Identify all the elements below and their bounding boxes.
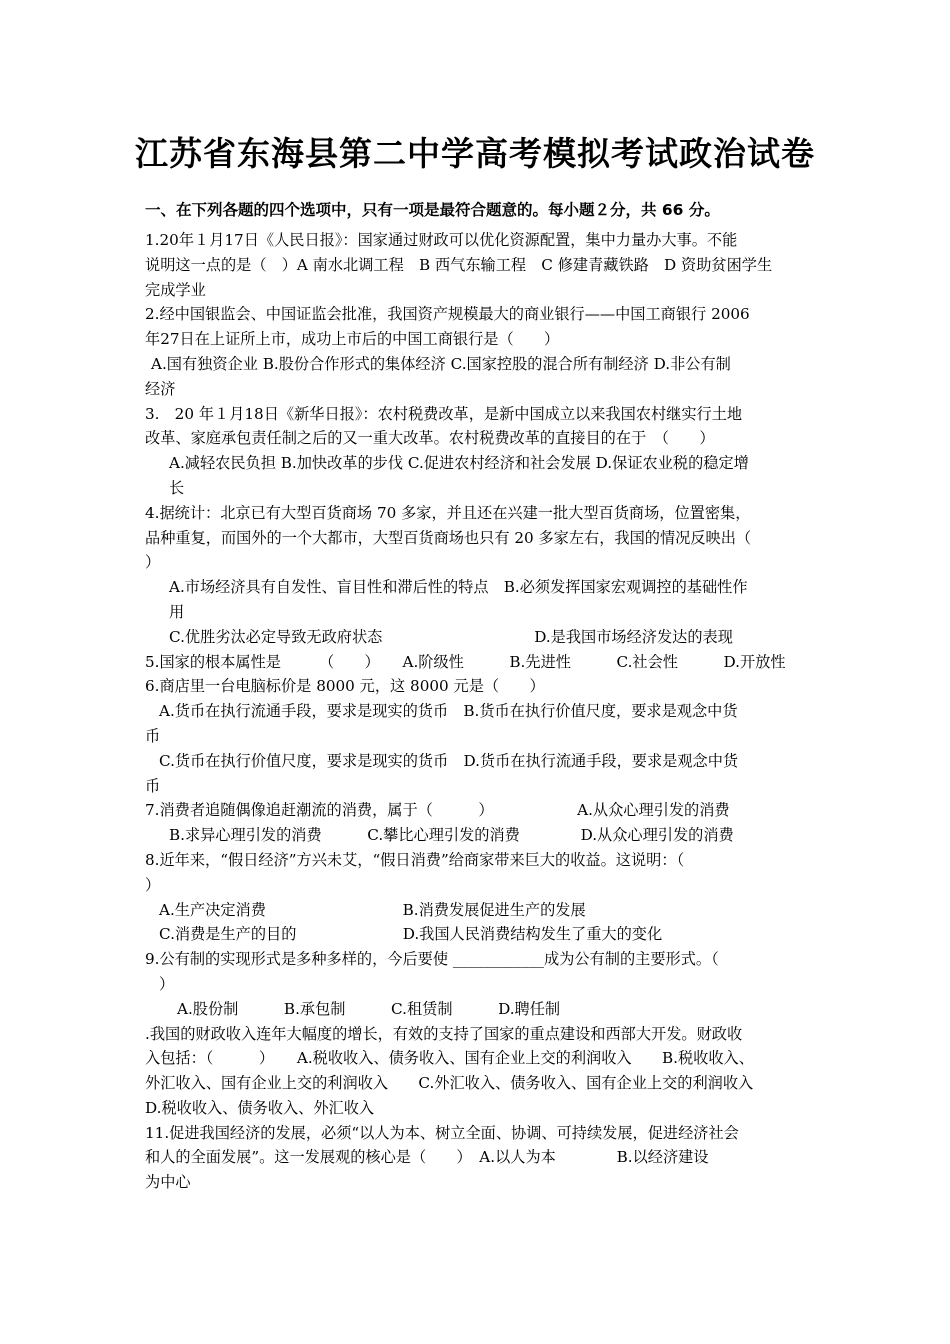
text-line: 5.国家的根本属性是 （ ） A.阶级性 B.先进性 C.社会性 D.开放性 [145, 652, 786, 671]
text-line: 3. 20 年１月18日《新华日报》：农村税费改革，是新中国成立以来我国农村继实行土地 [145, 404, 743, 423]
text-line: 4.据统计：北京已有大型百货商场 70 多家，并且还在兴建一批大型百货商场，位置密集， [145, 503, 751, 522]
page-title: 江苏省东海县第二中学高考模拟考试政治试卷 [135, 134, 815, 173]
text-line: 11.促进我国经济的发展，必须“以人为本、树立全面、协调、可持续发展，促进经济社会 [145, 1123, 739, 1142]
text-line: D.税收收入、债务收入、外汇收入 [145, 1098, 375, 1117]
text-line: 2.经中国银监会、中国证监会批准，我国资产规模最大的商业银行——中国工商银行 2006 [145, 305, 750, 324]
text-line: C.消费是生产的目的 D.我国人民消费结构发生了重大的变化 [159, 925, 663, 944]
text-line: 8.近年来，“假日经济”方兴未艾，“假日消费”给商家带来巨大的收益。这说明：（ [145, 850, 685, 869]
text-line: A.生产决定消费 B.消费发展促进生产的发展 [159, 900, 586, 919]
text-line: 入包括：（ ） A.税收收入、债务收入、国有企业上交的利润收入 B.税收收入、 [145, 1049, 754, 1068]
text-line: 为中心 [145, 1173, 191, 1192]
text-line: ） [159, 974, 175, 993]
text-line: .我国的财政收入连年大幅度的增长，有效的支持了国家的重点建设和西部大开发。财政收 [145, 1024, 743, 1043]
text-line: 完成学业 [145, 280, 206, 299]
text-line: 说明这一点的是（ ）A 南水北调工程 B 西气东输工程 C 修建青藏铁路 D 资助贫困学生 [145, 255, 773, 274]
text-line: ） [145, 875, 161, 894]
question-body [145, 228, 825, 1195]
text-line: 9.公有制的实现形式是多种多样的，今后要使 ____________成为公有制的主要形式。（ [145, 950, 719, 969]
text-line: 1.20年１月17日《人民日报》：国家通过财政可以优化资源配置，集中力量办大事。不能 [145, 231, 738, 249]
text-line: 6.商店里一台电脑标价是 8000 元，这 8000 元是（ ） [145, 677, 545, 696]
text-line: A.国有独资企业 B.股份合作形式的集体经济 C.国家控股的混合所有制经济 D.非公有制 [151, 354, 731, 373]
text-line: A.市场经济具有自发性、盲目性和滞后性的特点 B.必须发挥国家宏观调控的基础性作 [169, 578, 748, 597]
section-heading: 一、在下列各题的四个选项中，只有一项是最符合题意的。每小题２分，共 66 分。 [145, 201, 720, 219]
text-line: ） [145, 553, 161, 572]
text-line: C.优胜劣汰必定导致无政府状态 D.是我国市场经济发达的表现 [169, 627, 733, 646]
text-line: 外汇收入、国有企业上交的利润收入 C.外汇收入、债务收入、国有企业上交的利润收入 [145, 1074, 754, 1093]
text-line: 币 [145, 726, 161, 745]
text-line: 经济 [145, 379, 176, 398]
text-line: 7.消费者追随偶像追赶潮流的消费，属于（ ） A.从众心理引发的消费 [145, 801, 730, 820]
text-line: A.减轻农民负担 B.加快改革的步伐 C.促进农村经济和社会发展 D.保证农业税的稳定增 [169, 454, 749, 473]
text-line: A.股份制 B.承包制 C.租赁制 D.聘任制 [177, 999, 561, 1018]
text-line: 用 [169, 602, 185, 621]
text-line: A.货币在执行流通手段，要求是现实的货币 B.货币在执行价值尺度，要求是观念中货 [159, 702, 738, 721]
text-line: 币 [145, 776, 161, 795]
text-line: C.货币在执行价值尺度，要求是现实的货币 D.货币在执行流通手段，要求是观念中货 [159, 751, 739, 770]
text-line: 和人的全面发展”。这一发展观的核心是（ ） A.以人为本 B.以经济建设 [145, 1148, 709, 1167]
text-line: 长 [169, 478, 185, 497]
text-line: B.求异心理引发的消费 C.攀比心理引发的消费 D.从众心理引发的消费 [169, 826, 734, 845]
text-line: 改革、家庭承包责任制之后的又一重大改革。农村税费改革的直接目的在于 （ ） [145, 429, 715, 448]
text-line: 年27日在上证所上市，成功上市后的中国工商银行是（ ） [145, 330, 560, 349]
text-line: 品种重复，而国外的一个大都市，大型百货商场也只有 20 多家左右，我国的情况反映出（ [145, 528, 752, 547]
